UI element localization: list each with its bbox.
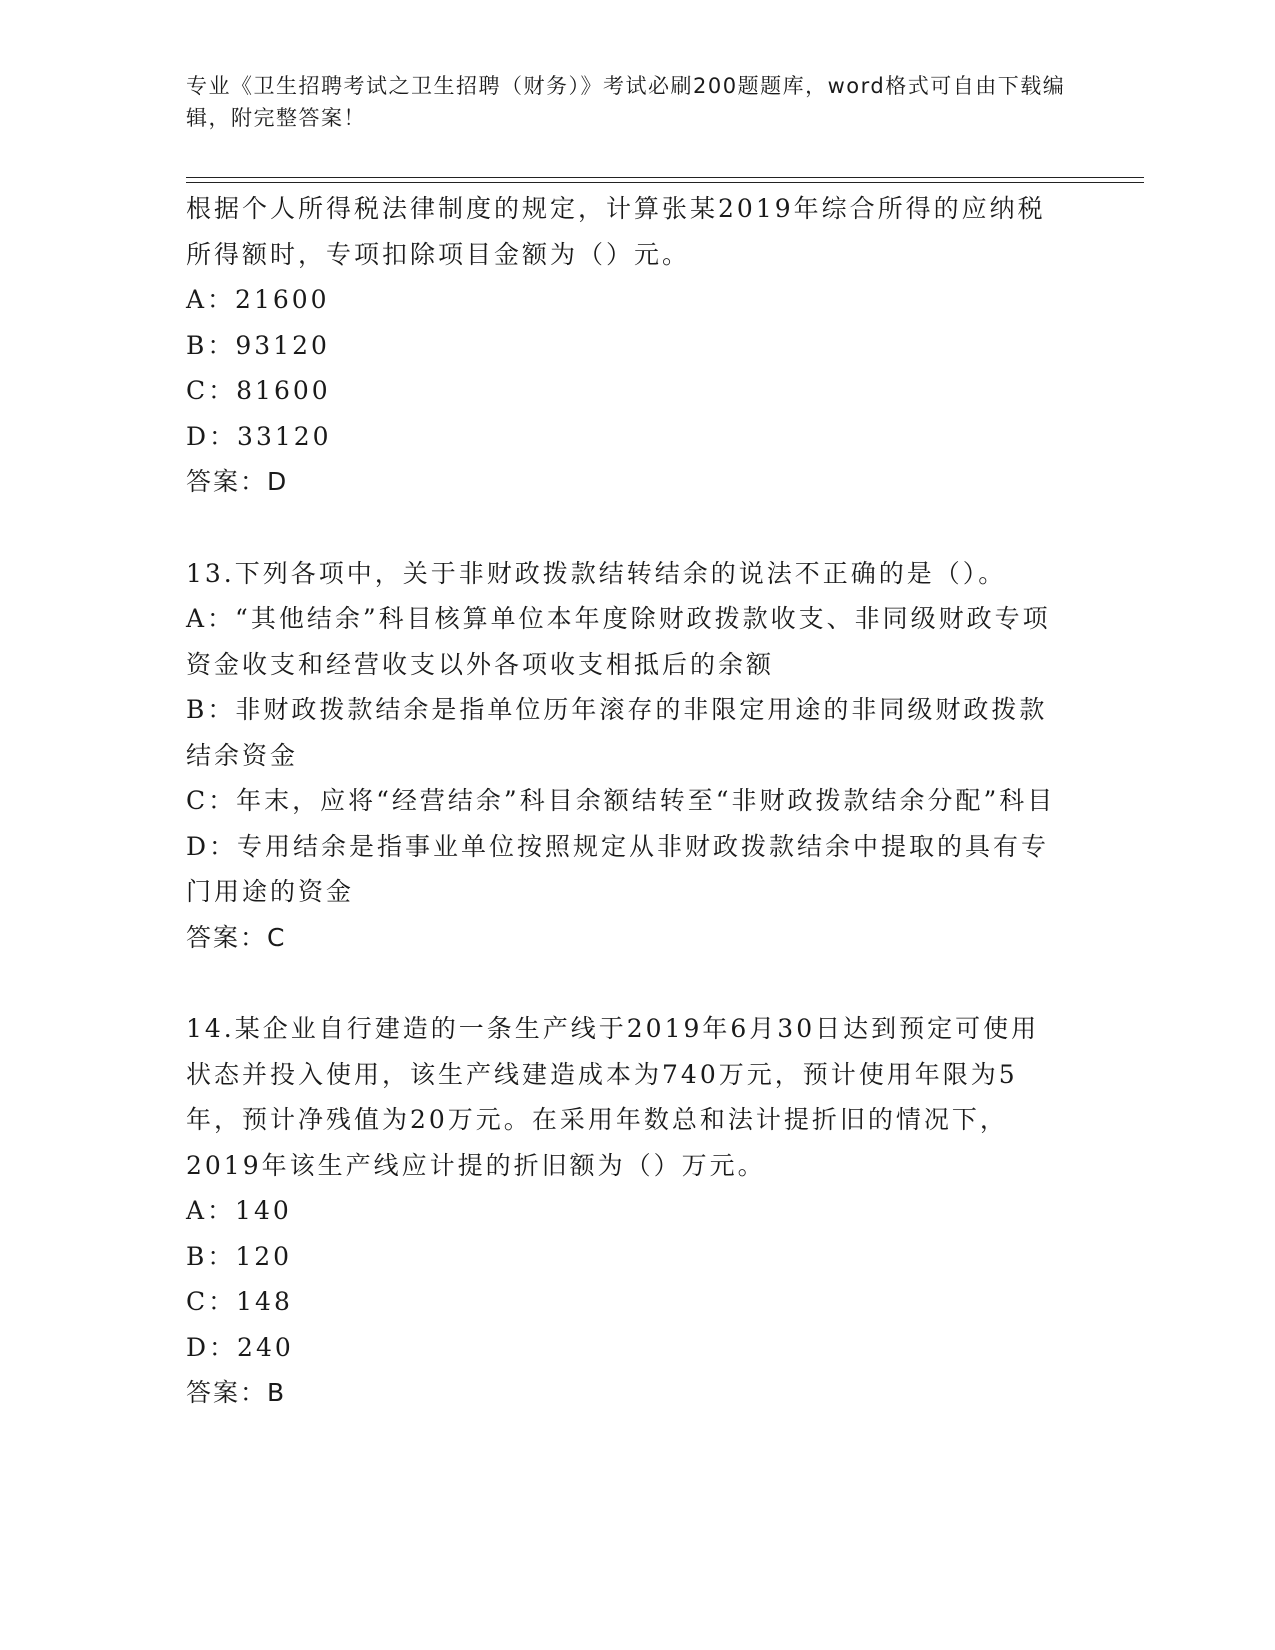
spacer <box>186 960 1066 1006</box>
option-c: C：148 <box>186 1287 293 1316</box>
option-d: D：33120 <box>186 421 332 451</box>
header-divider-top <box>186 177 1144 178</box>
question-13 <box>186 551 1066 961</box>
option-a: A：140 <box>186 1196 292 1225</box>
answer-label: 答案：B <box>186 1378 287 1407</box>
option-d: D：专用结余是指事业单位按照规定从非财政拨款结余中提取的具有专门用途的资金 <box>186 831 1050 906</box>
option-a: A：21600 <box>186 285 330 314</box>
header-divider-bottom <box>186 182 1144 183</box>
document-body <box>186 186 1066 1416</box>
question-stem: 14.某企业自行建造的一条生产线于2019年6月30日达到预定可使用状态并投入使用，该生产线建造成本为740万元，预计使用年限为5年，预计净残值为20万元。在采用年数总和法计提折旧的情况下，2019年该生产线应计提的折旧额为（）万元。 <box>186 1014 1040 1180</box>
option-b: B：93120 <box>186 330 330 360</box>
option-c: C：年末，应将“经营结余”科目余额结转至“非财政拨款结余分配”科目 <box>186 786 1056 815</box>
document-header: 专业《卫生招聘考试之卫生招聘（财务）》考试必刷200题题库，word格式可自由下载编辑，附完整答案！ <box>186 74 1066 130</box>
option-b: B：非财政拨款结余是指单位历年滚存的非限定用途的非同级财政拨款结余资金 <box>186 695 1048 770</box>
option-c: C：81600 <box>186 376 331 405</box>
question-stem: 根据个人所得税法律制度的规定，计算张某2019年综合所得的应纳税所得额时，专项扣除项目金额为（）元。 <box>186 194 1046 269</box>
option-a: A：“其他结余”科目核算单位本年度除财政拨款收支、非同级财政专项资金收支和经营收支以外各项收支相抵后的余额 <box>186 604 1051 679</box>
question-14 <box>186 1006 1066 1416</box>
question-12 <box>186 186 1066 505</box>
answer-label: 答案：D <box>186 467 289 496</box>
option-b: B：120 <box>186 1241 293 1271</box>
option-d: D：240 <box>186 1332 294 1362</box>
answer-label: 答案：C <box>186 922 287 952</box>
spacer <box>186 505 1066 551</box>
question-stem: 13.下列各项中，关于非财政拨款结转结余的说法不正确的是（）。 <box>186 558 1007 588</box>
